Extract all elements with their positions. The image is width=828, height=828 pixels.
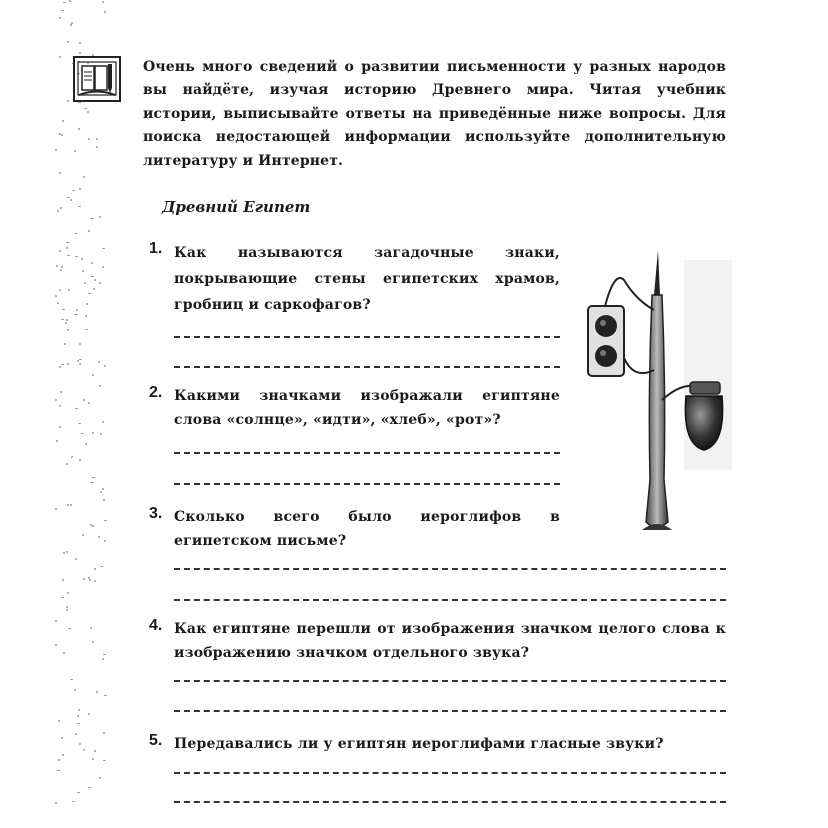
speckle-dot bbox=[60, 391, 62, 393]
speckle-dot bbox=[56, 265, 58, 267]
question-4 bbox=[149, 617, 726, 665]
speckle-dot bbox=[75, 733, 77, 735]
question-number: 3. bbox=[149, 505, 163, 522]
speckle-dot bbox=[69, 0, 71, 2]
speckle-dot bbox=[72, 801, 75, 802]
speckle-dot bbox=[99, 216, 101, 218]
speckle-dot bbox=[61, 10, 64, 11]
answer-line[interactable] bbox=[174, 772, 726, 774]
speckle-dot bbox=[90, 627, 92, 629]
speckle-dot bbox=[75, 558, 77, 560]
speckle-dot bbox=[59, 56, 61, 58]
speckle-dot bbox=[104, 11, 106, 13]
speckle-dot bbox=[61, 737, 63, 739]
speckle-dot bbox=[70, 679, 73, 680]
speckle-dot bbox=[100, 433, 102, 435]
speckle-dot bbox=[104, 540, 106, 542]
speckle-dot bbox=[96, 138, 98, 140]
speckle-dot bbox=[94, 279, 96, 281]
speckle-dot bbox=[75, 314, 78, 315]
speckle-dot bbox=[67, 255, 70, 256]
question-text: Какими значками изображали египтяне слова «солнце», «идти», «хлеб», «рот»? bbox=[174, 388, 560, 428]
speckle-dot bbox=[57, 770, 60, 771]
speckle-dot bbox=[92, 432, 94, 434]
speckle-dot bbox=[88, 577, 90, 579]
speckle-dot bbox=[66, 319, 68, 321]
speckle-dot bbox=[55, 620, 57, 622]
scan-margin-noise bbox=[55, 0, 110, 828]
speckle-dot bbox=[85, 315, 87, 317]
speckle-dot bbox=[77, 360, 79, 362]
speckle-dot bbox=[70, 199, 72, 201]
question-3 bbox=[149, 505, 560, 553]
speckle-dot bbox=[89, 579, 91, 581]
speckle-dot bbox=[88, 230, 90, 232]
speckle-dot bbox=[85, 329, 88, 330]
speckle-dot bbox=[61, 597, 64, 598]
speckle-dot bbox=[99, 385, 101, 387]
speckle-dot bbox=[59, 133, 61, 135]
speckle-dot bbox=[100, 491, 102, 493]
answer-line[interactable] bbox=[174, 710, 726, 712]
speckle-dot bbox=[82, 270, 84, 272]
question-2 bbox=[149, 384, 560, 432]
speckle-dot bbox=[91, 276, 94, 277]
speckle-dot bbox=[55, 399, 57, 401]
speckle-dot bbox=[59, 405, 61, 407]
speckle-dot bbox=[68, 628, 71, 629]
speckle-dot bbox=[65, 322, 67, 324]
speckle-dot bbox=[103, 732, 105, 734]
speckle-dot bbox=[86, 303, 88, 305]
speckle-dot bbox=[67, 197, 70, 198]
speckle-dot bbox=[71, 456, 73, 458]
speckle-dot bbox=[91, 262, 93, 264]
speckle-dot bbox=[64, 343, 66, 345]
speckle-dot bbox=[62, 120, 64, 122]
question-text: Сколько всего было иероглифов в египетском письме? bbox=[174, 509, 560, 549]
question-text: Как называются загадочные знаки, покрывающие стены египетских храмов, гробниц и саркофагов? bbox=[174, 245, 560, 313]
speckle-dot bbox=[55, 508, 57, 510]
speckle-dot bbox=[63, 652, 65, 654]
speckle-dot bbox=[83, 399, 85, 401]
speckle-dot bbox=[85, 443, 87, 445]
speckle-dot bbox=[88, 402, 90, 404]
speckle-dot bbox=[79, 42, 81, 44]
speckle-dot bbox=[67, 504, 69, 506]
speckle-dot bbox=[71, 22, 73, 24]
speckle-dot bbox=[74, 150, 76, 152]
speckle-dot bbox=[57, 302, 59, 304]
speckle-dot bbox=[102, 421, 104, 423]
speckle-dot bbox=[79, 52, 81, 54]
speckle-dot bbox=[92, 525, 94, 527]
speckle-dot bbox=[57, 210, 59, 212]
speckle-dot bbox=[78, 128, 80, 130]
speckle-dot bbox=[94, 580, 96, 582]
speckle-dot bbox=[81, 433, 84, 434]
speckle-dot bbox=[66, 551, 68, 553]
speckle-dot bbox=[62, 309, 65, 310]
speckle-dot bbox=[84, 282, 86, 284]
speckle-dot bbox=[77, 792, 80, 793]
speckle-dot bbox=[63, 552, 65, 554]
speckle-dot bbox=[55, 802, 57, 804]
intro-paragraph: Очень много сведений о развитии письменности у разных народов вы найдёте, изучая историю Древнего мира. Читая учебник истории, выписывайте ответы на приведённые ниже вопросы. Для поиска недостающей информации используйте дополнительную литературу и Интернет. bbox=[143, 59, 726, 169]
speckle-dot bbox=[60, 207, 62, 209]
speckle-dot bbox=[67, 329, 69, 331]
question-5 bbox=[149, 732, 726, 756]
speckle-dot bbox=[92, 374, 94, 376]
question-number: 5. bbox=[149, 732, 163, 749]
speckle-dot bbox=[102, 248, 105, 249]
speckle-dot bbox=[102, 1, 104, 3]
speckle-dot bbox=[82, 534, 84, 536]
speckle-dot bbox=[83, 176, 85, 178]
speckle-dot bbox=[55, 644, 57, 646]
speckle-dot bbox=[75, 256, 78, 257]
speckle-dot bbox=[79, 363, 81, 365]
speckle-dot bbox=[98, 361, 100, 363]
answer-line[interactable] bbox=[174, 483, 560, 485]
speckle-dot bbox=[55, 295, 57, 297]
speckle-dot bbox=[90, 524, 92, 526]
speckle-dot bbox=[99, 777, 101, 779]
speckle-dot bbox=[104, 520, 107, 521]
speckle-dot bbox=[92, 641, 94, 643]
speckle-dot bbox=[88, 138, 90, 140]
speckle-dot bbox=[78, 206, 81, 207]
speckle-dot bbox=[91, 482, 94, 483]
speckle-dot bbox=[98, 536, 100, 538]
speckle-dot bbox=[66, 609, 68, 611]
speckle-dot bbox=[96, 691, 98, 693]
speckle-dot bbox=[66, 242, 69, 243]
speckle-dot bbox=[88, 787, 91, 788]
speckle-dot bbox=[55, 149, 57, 151]
speckle-dot bbox=[87, 111, 89, 113]
speckle-dot bbox=[67, 100, 69, 102]
speckle-dot bbox=[94, 568, 96, 570]
speckle-dot bbox=[59, 250, 61, 252]
speckle-dot bbox=[88, 293, 91, 294]
ink-bottle-stand-illustration bbox=[574, 240, 734, 540]
question-number: 4. bbox=[149, 617, 163, 634]
answer-line[interactable] bbox=[174, 801, 726, 803]
speckle-dot bbox=[79, 459, 81, 461]
speckle-dot bbox=[59, 289, 61, 291]
speckle-dot bbox=[61, 364, 64, 365]
speckle-dot bbox=[60, 269, 62, 271]
speckle-dot bbox=[76, 309, 78, 311]
speckle-dot bbox=[102, 488, 104, 490]
speckle-dot bbox=[70, 24, 72, 26]
speckle-dot bbox=[66, 463, 68, 465]
speckle-dot bbox=[104, 365, 106, 367]
speckle-dot bbox=[63, 2, 66, 3]
speckle-dot bbox=[75, 233, 78, 234]
speckle-dot bbox=[96, 146, 98, 148]
speckle-dot bbox=[78, 709, 80, 711]
speckle-dot bbox=[68, 289, 70, 291]
speckle-dot bbox=[88, 713, 90, 715]
speckle-dot bbox=[92, 477, 95, 478]
speckle-dot bbox=[103, 760, 106, 761]
speckle-dot bbox=[62, 579, 64, 581]
speckle-dot bbox=[58, 720, 60, 722]
speckle-dot bbox=[84, 108, 87, 109]
question-1 bbox=[149, 240, 560, 318]
section-title: Древний Египет bbox=[162, 198, 311, 216]
speckle-dot bbox=[67, 363, 69, 365]
speckle-dot bbox=[79, 188, 81, 190]
speckle-dot bbox=[93, 288, 95, 290]
speckle-dot bbox=[81, 258, 83, 260]
speckle-dot bbox=[66, 606, 68, 608]
speckle-dot bbox=[72, 190, 75, 191]
question-text: Передавались ли у египтян иероглифами гласные звуки? bbox=[174, 736, 664, 752]
speckle-dot bbox=[78, 423, 81, 424]
question-number: 1. bbox=[149, 240, 163, 257]
speckle-dot bbox=[83, 749, 85, 751]
speckle-dot bbox=[75, 408, 78, 409]
speckle-dot bbox=[59, 366, 61, 368]
answer-line[interactable] bbox=[174, 452, 560, 454]
speckle-dot bbox=[59, 172, 61, 174]
speckle-dot bbox=[83, 578, 85, 580]
speckle-dot bbox=[104, 695, 107, 696]
answer-line[interactable] bbox=[174, 568, 726, 570]
speckle-dot bbox=[99, 282, 101, 284]
speckle-dot bbox=[77, 723, 80, 724]
speckle-dot bbox=[74, 689, 76, 691]
speckle-dot bbox=[56, 440, 58, 442]
speckle-dot bbox=[91, 218, 94, 219]
speckle-dot bbox=[70, 504, 72, 506]
book-pen-icon bbox=[73, 56, 121, 102]
answer-line[interactable] bbox=[174, 336, 560, 338]
speckle-dot bbox=[58, 759, 60, 761]
speckle-dot bbox=[79, 359, 82, 360]
speckle-dot bbox=[102, 658, 104, 660]
speckle-dot bbox=[79, 343, 81, 345]
speckle-dot bbox=[66, 247, 68, 249]
answer-line[interactable] bbox=[174, 599, 726, 601]
speckle-dot bbox=[59, 426, 61, 428]
speckle-dot bbox=[61, 266, 63, 268]
speckle-dot bbox=[61, 319, 64, 320]
speckle-dot bbox=[92, 758, 94, 760]
speckle-dot bbox=[61, 134, 63, 136]
speckle-dot bbox=[77, 715, 79, 717]
speckle-dot bbox=[67, 592, 69, 594]
speckle-dot bbox=[79, 743, 81, 745]
answer-line[interactable] bbox=[174, 366, 560, 368]
speckle-dot bbox=[62, 754, 64, 756]
answer-line[interactable] bbox=[174, 680, 726, 682]
speckle-dot bbox=[103, 654, 106, 655]
speckle-dot bbox=[102, 266, 104, 268]
question-text: Как египтяне перешли от изображения значком целого слова к изображению значком отдельного звука? bbox=[174, 621, 726, 661]
speckle-dot bbox=[103, 499, 105, 501]
question-number: 2. bbox=[149, 384, 163, 401]
speckle-dot bbox=[94, 750, 96, 752]
speckle-dot bbox=[100, 566, 103, 567]
speckle-dot bbox=[67, 41, 69, 43]
speckle-dot bbox=[59, 17, 61, 19]
